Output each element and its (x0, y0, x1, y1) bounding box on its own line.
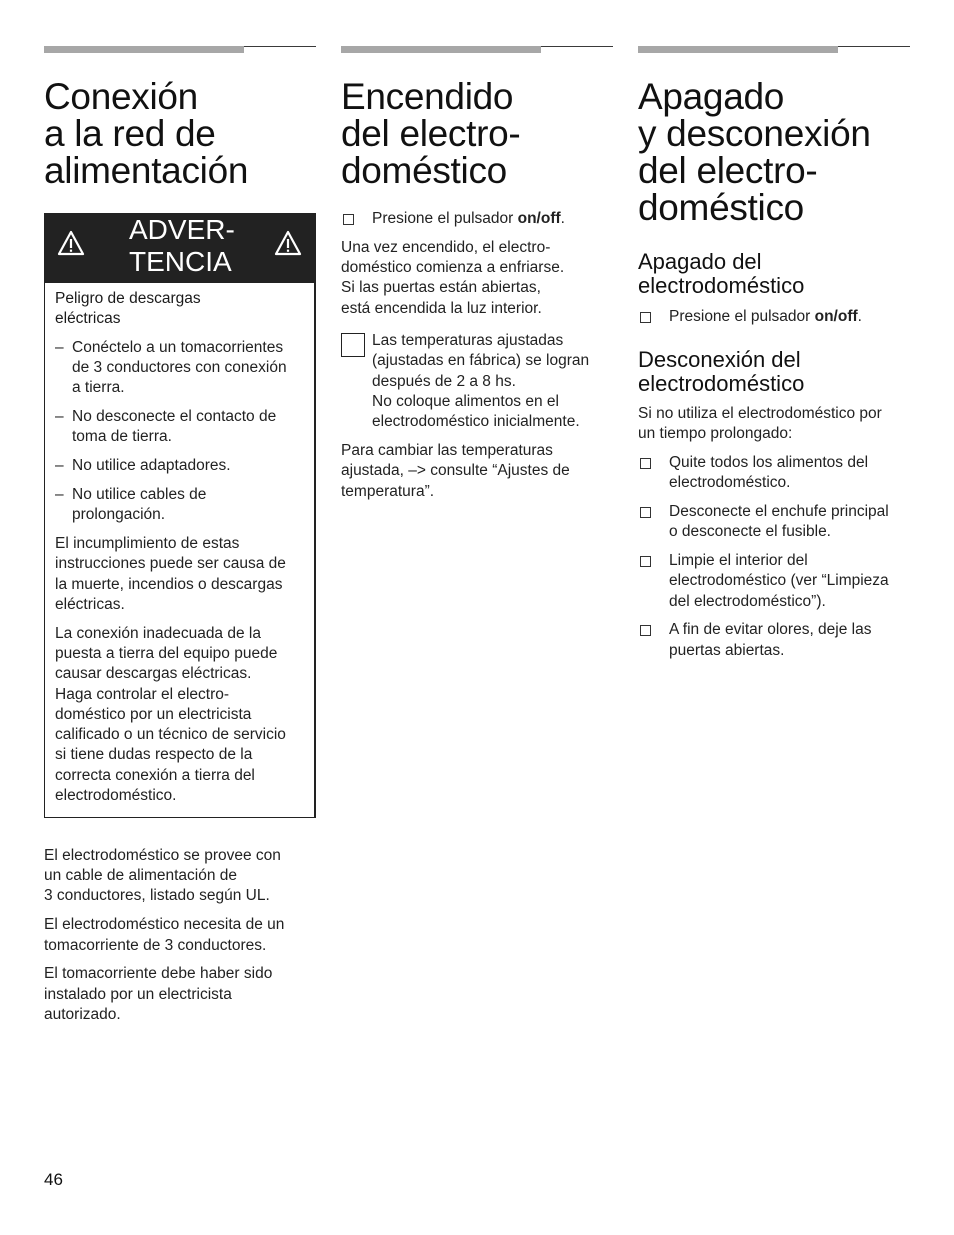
column-switch-off (638, 44, 910, 670)
step-list (341, 209, 613, 229)
checkbox-bullet-icon (640, 458, 651, 469)
list-item: Limpie el interior del electrodoméstico (ver “Limpieza del electrodoméstico”). (638, 551, 910, 612)
step-list (638, 307, 910, 327)
subheading-switch-off: Apagado del electrodoméstico (638, 249, 805, 298)
paragraph: Para cambiar las temperaturas ajustada, –> consulte “Ajustes de temperatura”. (341, 441, 570, 500)
list-item: – No utilice cables de prolongación. (55, 485, 207, 524)
paragraph: El electrodoméstico necesita de un tomacorriente de 3 conductores. (44, 916, 285, 954)
subheading-disconnect: Desconexión del electrodoméstico (638, 346, 805, 396)
heading-switch-on: Encendido del electro- doméstico (341, 76, 521, 191)
paragraph: Una vez encendido, el electro- doméstico comienza a enfriarse. Si las puertas están abiertas, está encendida la luz interior. (341, 238, 565, 317)
warning-box (44, 213, 316, 818)
checkbox-bullet-icon (640, 556, 651, 567)
checkbox-bullet-icon (640, 625, 651, 636)
paragraph: Si no utiliza el electrodoméstico por un tiempo prolongado: (638, 404, 882, 443)
warning-paragraph: El incumplimiento de estas instrucciones puede ser causa de la muerte, incendios o descargas eléctricas. (55, 534, 286, 613)
page-number: 46 (44, 1170, 63, 1189)
warning-paragraph: La conexión inadecuada de la puesta a tierra del equipo puede causar descargas eléctricas. Haga controlar el electro- doméstico por un electricista calificado o un técnico de servicio si tiene dudas respecto de la correcta conexión a tierra del electrodoméstico. (55, 624, 286, 805)
warning-body (45, 283, 314, 817)
heading-power-connection: Conexión a la red de alimentación (44, 76, 249, 191)
list-item: Presione el pulsador on/off. (638, 307, 910, 327)
list-item: Desconecte el enchufe principal o desconecte el fusible. (638, 502, 910, 543)
list-item: A fin de evitar olores, deje las puertas abiertas. (638, 620, 910, 661)
warning-title: ADVER- TENCIA (129, 214, 235, 277)
warning-danger-label: Peligro de descargas eléctricas (55, 290, 201, 328)
step-list (638, 453, 910, 661)
column-power-connection (44, 44, 316, 1025)
section-rule (341, 44, 613, 54)
warning-triangle-icon (57, 230, 85, 256)
list-item: – No utilice adaptadores. (55, 457, 231, 475)
checkbox-bullet-icon (343, 214, 354, 225)
heading-switch-off: Apagado y desconexión del electro- doméstico (638, 76, 871, 228)
column-switch-on (341, 44, 613, 502)
list-item: Quite todos los alimentos del electrodoméstico. (638, 453, 910, 494)
checkbox-bullet-icon (640, 312, 651, 323)
paragraph: El tomacorriente debe haber sido instalado por un electricista autorizado. (44, 965, 273, 1023)
warning-list (55, 338, 306, 526)
section-rule (638, 44, 910, 54)
list-item: Presione el pulsador on/off. (341, 209, 613, 229)
list-item: – No desconecte el contacto de toma de tierra. (55, 407, 277, 446)
list-item: – Conéctelo a un tomacorrientes de 3 conductores con conexión a tierra. (55, 338, 287, 397)
checkbox-bullet-icon (640, 507, 651, 518)
warning-header (45, 213, 314, 283)
warning-triangle-icon (274, 230, 302, 256)
section-rule (44, 44, 316, 54)
note-block: Las temperaturas ajustadas (ajustadas en fábrica) se logran después de 2 a 8 hs. No coloque alimentos en el electrodoméstico inicialmente. (341, 331, 613, 432)
paragraph: El electrodoméstico se provee con un cable de alimentación de 3 conductores, listado según UL. (44, 846, 281, 905)
note-box-icon (341, 333, 365, 357)
